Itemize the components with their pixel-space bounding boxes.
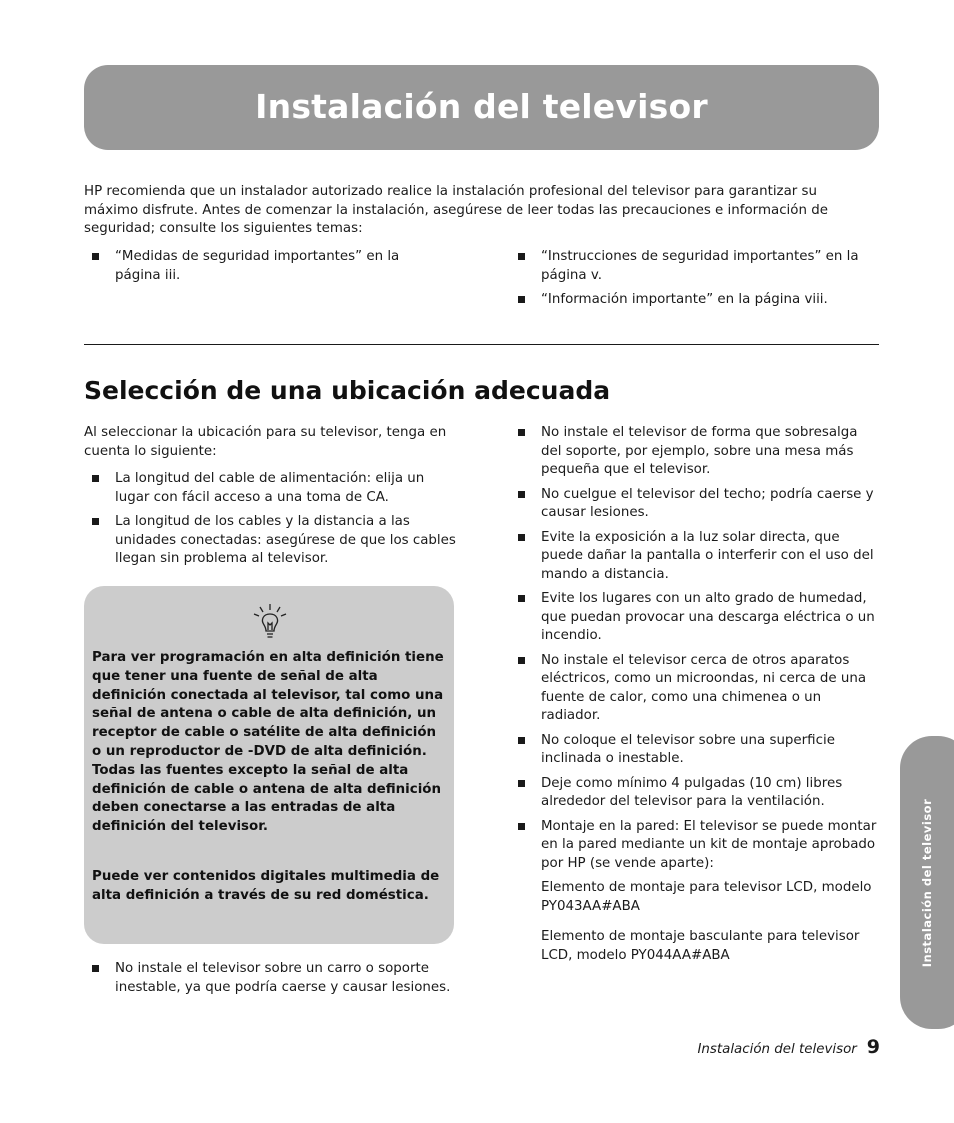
bullet-icon — [518, 657, 525, 664]
page-title: Instalación del televisor — [255, 87, 708, 126]
list-item: Deje como mínimo 4 pulgadas (10 cm) libres alrededor del televisor para la ventilación. — [510, 775, 880, 812]
bullet-icon — [518, 595, 525, 602]
bullet-icon — [92, 475, 99, 482]
list-item: No instale el televisor cerca de otros aparatos eléctricos, como un microondas, ni cerca de una fuente de calor, como una chimenea o un radiador. — [510, 652, 880, 726]
footer-title: Instalación del televisor — [697, 1042, 857, 1057]
chapter-banner — [84, 65, 879, 150]
note-paragraph-1: Para ver programación en alta definición tiene que tener una fuente de señal de alta definición conectada al televisor, tal como una señal de antena o cable de alta definición, un receptor de cable o satélite de alta definición o un reproductor de -DVD de alta definición. Todas las fuentes excepto la señal de alta definición de cable o antena de alta definición deben conectarse a las entradas de alta definición del televisor. — [92, 650, 444, 835]
chapter-side-tab — [900, 736, 954, 1029]
list-item: La longitud de los cables y la distancia a las unidades conectadas: asegúrese de que los cables llegan sin problema al televisor. — [84, 513, 456, 569]
intro-paragraph: HP recomienda que un instalador autorizado realice la instalación profesional del televisor para garantizar su máximo disfrute. Antes de comenzar la instalación, asegúrese de leer todas las precauciones e información de seguridad; consulte los siguientes temas: — [84, 184, 828, 236]
refs-list-right — [510, 248, 875, 316]
section-lead: Al seleccionar la ubicación para su televisor, tenga en cuenta lo siguiente: — [84, 425, 447, 459]
list-item: No instale el televisor de forma que sobresalga del soporte, por ejemplo, sobre una mesa más pequeña que el televisor. — [510, 424, 880, 480]
note-paragraph-2: Puede ver contenidos digitales multimedia de alta definición a través de su red doméstica. — [92, 869, 440, 903]
list-item: No instale el televisor sobre un carro o soporte inestable, ya que podría caerse y causar lesiones. — [84, 960, 459, 997]
mount-kit-item: Elemento de montaje basculante para televisor LCD, modelo PY044AA#ABA — [541, 929, 860, 963]
bullet-icon — [518, 296, 525, 303]
list-item: Montaje en la pared: El televisor se puede montar en la pared mediante un kit de montaje aprobado por HP (se vende aparte): — [510, 818, 880, 874]
bullet-icon — [518, 429, 525, 436]
list-item: “Medidas de seguridad importantes” en la página iii. — [84, 248, 429, 285]
mount-kit-item: Elemento de montaje para televisor LCD, modelo PY043AA#ABA — [541, 880, 872, 914]
page-number: 9 — [866, 1036, 880, 1058]
list-item: La longitud del cable de alimentación: elija un lugar con fácil acceso a una toma de CA. — [84, 470, 456, 507]
bullet-icon — [518, 491, 525, 498]
list-item: Evite los lugares con un alto grado de humedad, que puedan provocar una descarga eléctrica o un incendio. — [510, 590, 880, 646]
bullet-icon — [518, 737, 525, 744]
bullet-icon — [518, 823, 525, 830]
list-item: “Instrucciones de seguridad importantes” en la página v. — [510, 248, 875, 285]
bullet-icon — [518, 780, 525, 787]
bullet-icon — [92, 965, 99, 972]
location-list-left-bottom — [84, 960, 459, 1003]
bullet-icon — [518, 534, 525, 541]
page-footer — [600, 1036, 880, 1058]
note-box — [84, 586, 454, 944]
location-list-left — [84, 470, 456, 575]
lightbulb-icon — [252, 602, 288, 642]
bullet-icon — [518, 253, 525, 260]
list-item: No cuelgue el televisor del techo; podría caerse y causar lesiones. — [510, 486, 880, 523]
location-list-right — [510, 424, 880, 977]
side-tab-label: Instalación del televisor — [920, 798, 934, 967]
list-item: “Información importante” en la página viii. — [510, 291, 875, 310]
list-item: No coloque el televisor sobre una superficie inclinada o inestable. — [510, 732, 880, 769]
list-item: Evite la exposición a la luz solar directa, que puede dañar la pantalla o interferir con el uso del mando a distancia. — [510, 529, 880, 585]
bullet-icon — [92, 253, 99, 260]
section-heading: Selección de una ubicación adecuada — [84, 376, 611, 405]
bullet-icon — [92, 518, 99, 525]
section-divider — [84, 344, 879, 345]
refs-list-left — [84, 248, 429, 291]
